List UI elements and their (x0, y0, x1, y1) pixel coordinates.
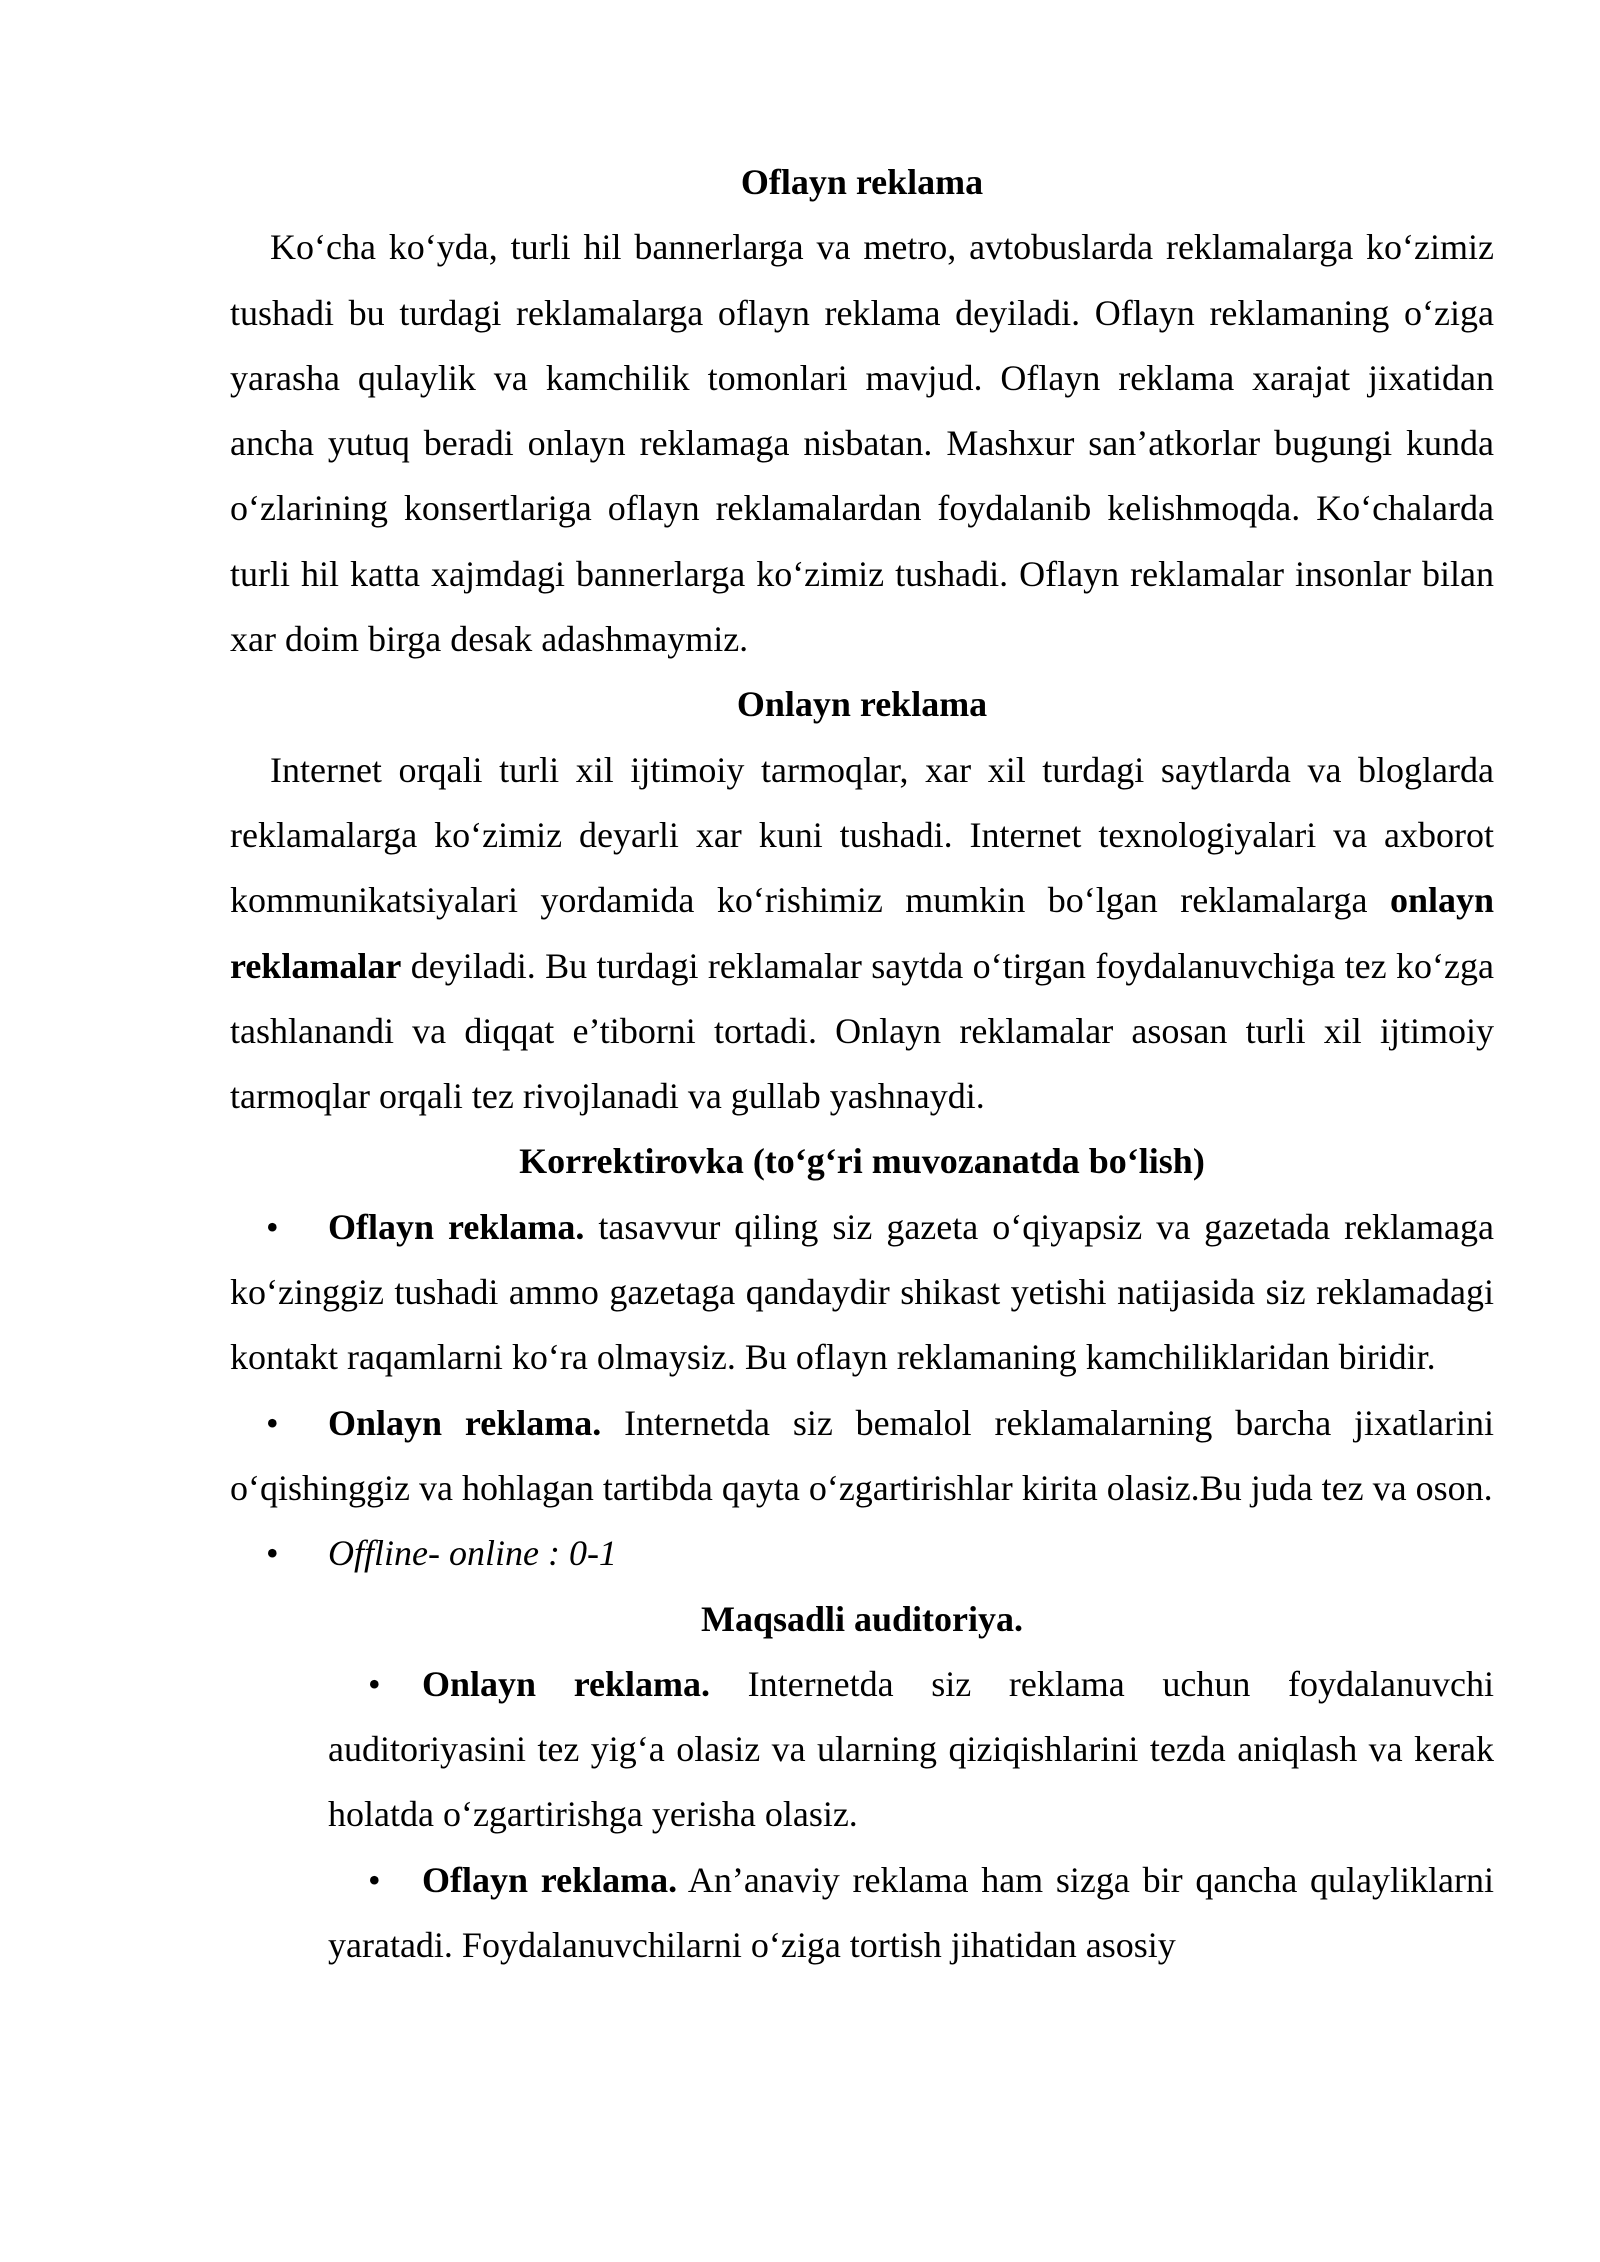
document-page (230, 150, 1494, 1978)
list-item-text: tasavvur qiling siz gazeta o‘qiyapsiz va gazetada reklamaga ko‘zinggiz tushadi ammo gazetaga qandaydir shikast yetishi natijasida siz reklamadagi kontakt raqamlarni ko‘ra olmaysiz. Bu oflayn reklamaning kamchiliklaridan biridir. (230, 1206, 1494, 1378)
list-item-korrektirovka-oflayn (230, 1195, 1494, 1391)
list-item-text: Offline- online : 0-1 (328, 1533, 617, 1574)
bullet-icon: • (266, 1533, 279, 1574)
heading-onlayn-reklama: Onlayn reklama (736, 684, 988, 725)
paragraph-onlayn (230, 738, 1494, 1130)
paragraph-onlayn-bold-term: onlayn reklamalar (230, 880, 1494, 986)
bullet-icon: • (368, 1663, 381, 1704)
bullet-icon: • (266, 1206, 279, 1247)
paragraph-onlayn-text-b: deyiladi. Bu turdagi reklamalar saytda o‘tirgan foydalanuvchiga tez ko‘zga tashlanandi va diqqat e’tiborni tortadi. Onlayn reklamalar asosan turli xil ijtimoiy tarmoqlar orqali tez rivojlanadi va gullab yashnaydi. (230, 945, 1494, 1117)
paragraph-onlayn-text-a: Internet orqali turli xil ijtimoiy tarmoqlar, xar xil turdagi saytlarda va bloglarda reklamalarga ko‘zimiz deyarli xar kuni tushadi. Internet texnologiyalari va axborot kommunikatsiyalari yordamida ko‘rishimiz mumkin bo‘lgan reklamalarga (230, 749, 1494, 921)
list-item-text: Internetda siz bemalol reklamalarning barcha jixatlarini o‘qishinggiz va hohlagan tartibda qayta o‘zgartirishlar kirita olasiz.Bu juda tez va oson. (230, 1402, 1494, 1508)
list-item-label: Onlayn reklama. (422, 1663, 711, 1704)
bullet-icon: • (368, 1859, 381, 1900)
paragraph-oflayn: Ko‘cha ko‘yda, turli hil bannerlarga va metro, avtobuslarda reklamalarga ko‘zimiz tushadi bu turdagi reklamalarga oflayn reklama deyiladi. Oflayn reklamaning o‘ziga yarasha qulaylik va kamchilik tomonlari mavjud. Oflayn reklama xarajat jixatidan ancha yutuq beradi onlayn reklamaga nisbatan. Mashxur san’atkorlar bugungi kunda o‘zlarining konsertlariga oflayn reklamalardan foydalanib kelishmoqda. Ko‘chalarda turli hil katta xajmdagi bannerlarga ko‘zimiz tushadi. Oflayn reklamalar insonlar bilan xar doim birga desak adashmaymiz. (230, 227, 1494, 660)
heading-korrektirovka: Korrektirovka (to‘g‘ri muvozanatda bo‘lish) (519, 1141, 1205, 1182)
list-item-offline-online-score (230, 1521, 1494, 1586)
list-item-text: An’anaviy reklama ham sizga bir qancha qulayliklarni yaratadi. Foydalanuvchilarni o‘ziga tortish jihatidan asosiy (328, 1859, 1494, 1966)
heading-oflayn-reklama: Oflayn reklama (740, 162, 984, 202)
list-item-auditoriya-oflayn (328, 1848, 1494, 1979)
heading-maqsadli-auditoriya: Maqsadli auditoriya. (700, 1598, 1024, 1639)
list-item-label: Oflayn reklama. (328, 1206, 585, 1247)
list-item-korrektirovka-onlayn (230, 1391, 1494, 1522)
bullet-icon: • (266, 1402, 279, 1443)
list-item-auditoriya-onlayn (328, 1652, 1494, 1848)
list-item-label: Oflayn reklama. (422, 1859, 678, 1900)
list-item-text: Internetda siz reklama uchun foydalanuvchi auditoriyasini tez yig‘a olasiz va ularning qiziqishlarini tezda aniqlash va kerak holatda o‘zgartirishga yerisha olasiz. (328, 1663, 1494, 1835)
list-item-label: Onlayn reklama. (328, 1402, 602, 1443)
